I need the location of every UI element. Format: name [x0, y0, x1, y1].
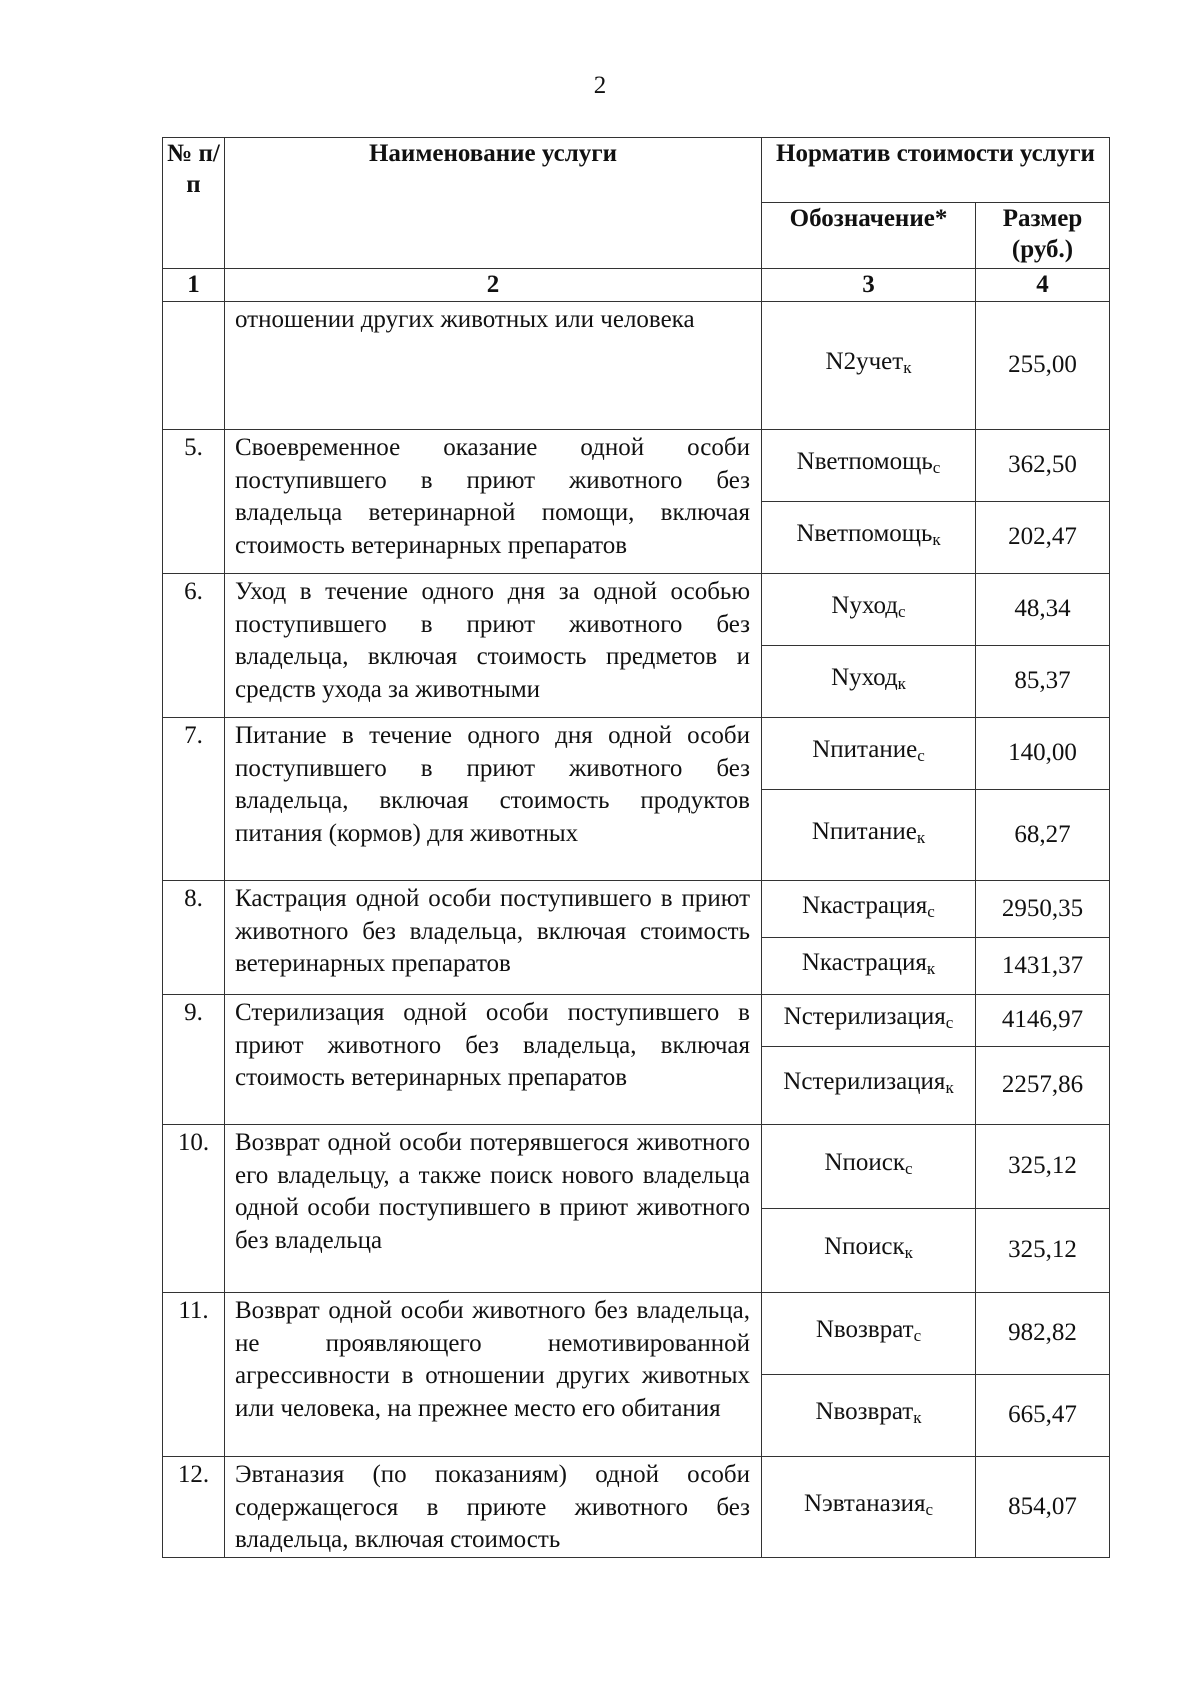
service-name: Стерилизация одной особи поступившего в приют животного без владельца, включая стоимость ветеринарных препаратов [225, 995, 762, 1125]
service-name: Кастрация одной особи поступившего в приют животного без владельца, включая стоимость ветеринарных препаратов [225, 881, 762, 995]
designation-subscript: с [898, 602, 906, 622]
designation-subscript: к [904, 1243, 913, 1263]
cost-size: 362,50 [976, 430, 1110, 502]
designation-subscript: с [932, 458, 941, 478]
designation-subscript: с [917, 746, 925, 766]
cost-size: 2950,35 [976, 881, 1110, 938]
row-number: 10. [163, 1125, 225, 1293]
designation-cell [762, 881, 976, 938]
designation-cell [762, 502, 976, 574]
cost-size: 202,47 [976, 502, 1110, 574]
row-number: 7. [163, 718, 225, 881]
designation-cell [762, 1209, 976, 1293]
cost-size: 665,47 [976, 1375, 1110, 1457]
designation-code: Nветпомощь [796, 448, 933, 476]
cost-size: 325,12 [976, 1125, 1110, 1209]
row-number: 5. [163, 430, 225, 574]
service-name: Уход в течение одного дня за одной особью поступившего в приют животного без владельца, включая стоимость предметов и средств ухода за животными [225, 574, 762, 718]
designation-code: N2учет [825, 348, 904, 376]
designation-cell [762, 938, 976, 995]
designation-code: Nпитание [812, 736, 918, 764]
designation-subscript: с [945, 1013, 954, 1033]
designation-subscript: к [903, 358, 912, 378]
designation-subscript: к [932, 530, 941, 550]
row-number: 9. [163, 995, 225, 1125]
designation-code: Nвозврат [815, 1316, 914, 1344]
row-number: 6. [163, 574, 225, 718]
designation-cell [762, 646, 976, 718]
column-number: 1 [163, 269, 225, 302]
service-name: Эвтаназия (по показаниям) одной особи содержащегося в приюте животного без владельца, включая стоимость [225, 1457, 762, 1558]
column-number: 3 [762, 269, 976, 302]
page-number: 2 [593, 72, 607, 99]
row-number [163, 302, 225, 430]
designation-code: Nэвтаназия [803, 1489, 926, 1517]
designation-code: Nпоиск [824, 1149, 905, 1177]
service-name: Питание в течение одного дня одной особи поступившего в приют животного без владельца, включая стоимость продуктов питания (кормов) для животных [225, 718, 762, 881]
header-size: Размер (руб.) [976, 203, 1110, 269]
designation-code: Nвозврат [815, 1398, 914, 1426]
designation-cell [762, 790, 976, 881]
table-row [163, 1457, 1110, 1558]
designation-cell [762, 718, 976, 790]
table-header [163, 138, 1110, 302]
cost-size: 4146,97 [976, 995, 1110, 1047]
designation-code: Nстерилизация [783, 1068, 946, 1096]
cost-size: 68,27 [976, 790, 1110, 881]
table-row [163, 302, 1110, 430]
table-row [163, 1293, 1110, 1375]
table-body [163, 302, 1110, 1558]
row-number: 8. [163, 881, 225, 995]
header-num: № п/п [163, 138, 225, 269]
table-row [163, 430, 1110, 502]
designation-subscript: к [945, 1078, 954, 1098]
table-row [163, 718, 1110, 790]
designation-cell [762, 430, 976, 502]
designation-subscript: к [916, 827, 926, 847]
cost-size: 255,00 [976, 302, 1110, 430]
table-row [163, 881, 1110, 938]
designation-subscript: к [926, 958, 936, 978]
row-number: 11. [163, 1293, 225, 1457]
cost-size: 85,37 [976, 646, 1110, 718]
designation-subscript: к [897, 674, 906, 694]
designation-code: Nкастрация [801, 948, 927, 976]
service-name: отношении других животных или человека [225, 302, 762, 430]
designation-code: Nветпомощь [796, 520, 933, 548]
designation-subscript: с [927, 901, 935, 921]
service-name: Возврат одной особи животного без владельца, не проявляющего немотивированной агрессивности в отношении других животных или человека, на прежнее место его обитания [225, 1293, 762, 1457]
header-norm: Норматив стоимости услуги [762, 138, 1110, 203]
tariff-table [162, 137, 1110, 1558]
service-name: Возврат одной особи потерявшегося животного его владельцу, а также поиск нового владельца одной особи поступившего в приют животного без владельца [225, 1125, 762, 1293]
designation-cell [762, 1047, 976, 1125]
cost-size: 2257,86 [976, 1047, 1110, 1125]
designation-code: Nпитание [811, 817, 917, 845]
table-row [163, 995, 1110, 1047]
cost-size: 48,34 [976, 574, 1110, 646]
header-name: Наименование услуги [225, 138, 762, 269]
cost-size: 982,82 [976, 1293, 1110, 1375]
column-number: 2 [225, 269, 762, 302]
cost-size: 325,12 [976, 1209, 1110, 1293]
table-row [163, 1125, 1110, 1209]
row-number: 12. [163, 1457, 225, 1558]
designation-cell [762, 574, 976, 646]
table-row [163, 574, 1110, 646]
cost-size: 854,07 [976, 1457, 1110, 1558]
designation-cell [762, 995, 976, 1047]
designation-cell [762, 1293, 976, 1375]
designation-subscript: с [925, 1499, 934, 1519]
designation-code: Nуход [831, 592, 899, 620]
designation-code: Nстерилизация [783, 1003, 946, 1031]
header-designation: Обозначение* [762, 203, 976, 269]
column-number: 4 [976, 269, 1110, 302]
designation-cell [762, 1125, 976, 1209]
designation-code: Nкастрация [802, 891, 928, 919]
cost-size: 1431,37 [976, 938, 1110, 995]
designation-cell [762, 1375, 976, 1457]
designation-code: Nпоиск [824, 1233, 905, 1261]
designation-cell [762, 1457, 976, 1558]
designation-subscript: с [913, 1326, 922, 1346]
designation-subscript: с [905, 1159, 913, 1179]
designation-code: Nуход [831, 664, 898, 692]
service-name: Своевременное оказание одной особи поступившего в приют животного без владельца ветеринарной помощи, включая стоимость ветеринарных препаратов [225, 430, 762, 574]
designation-subscript: к [913, 1408, 922, 1428]
designation-cell [762, 302, 976, 430]
cost-size: 140,00 [976, 718, 1110, 790]
